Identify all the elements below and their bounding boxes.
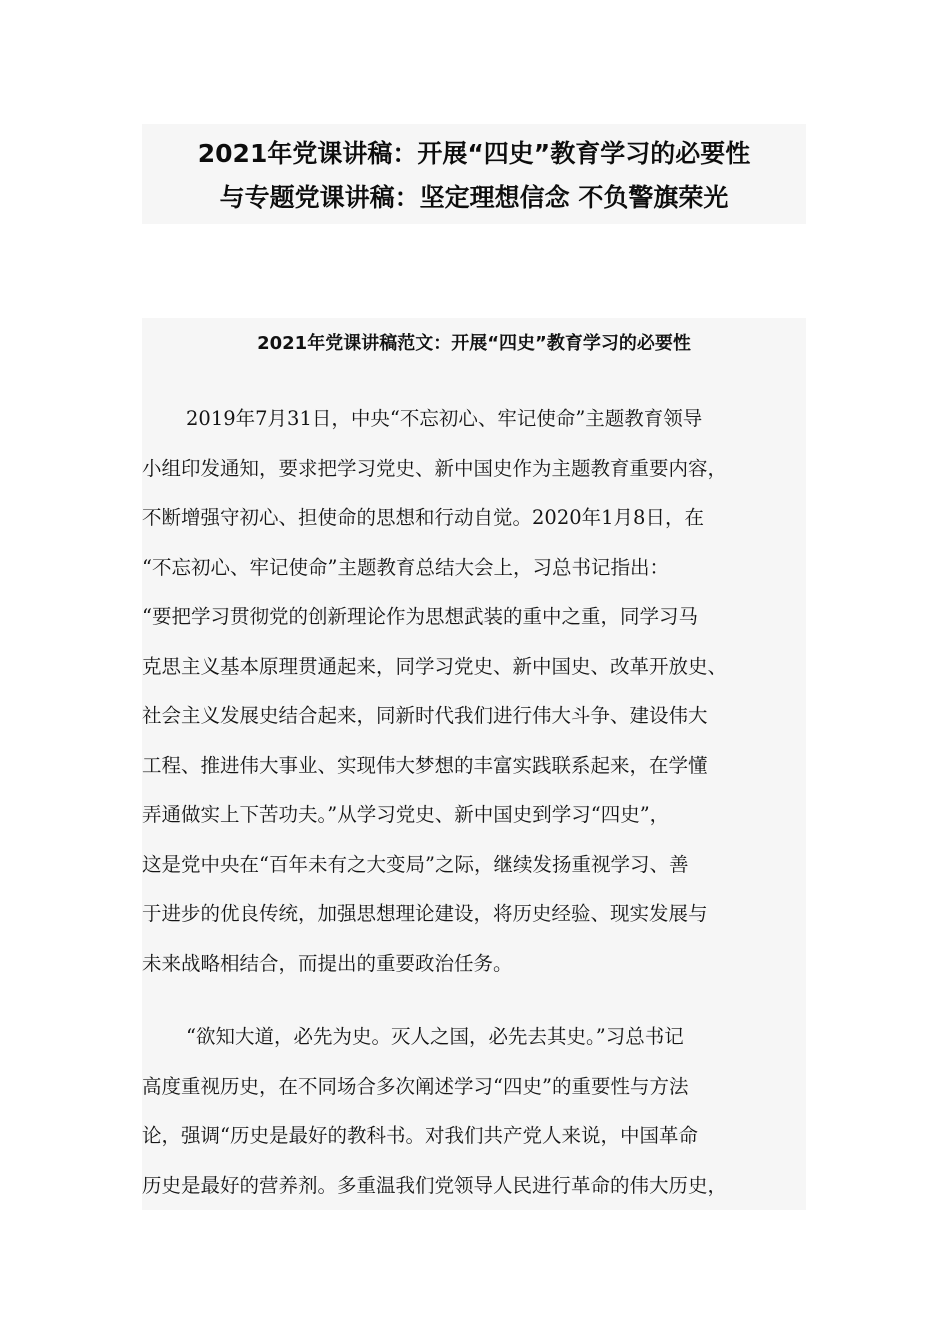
title-line-1: 2021年党课讲稿：开展“四史”教育学习的必要性	[197, 139, 751, 168]
paragraph-line: 克思主义基本原理贯通起来，同学习党史、新中国史、改革开放史、	[142, 654, 728, 678]
paragraph-line: 小组印发通知，要求把学习党史、新中国史作为主题教育重要内容，	[142, 456, 728, 480]
document-body	[142, 318, 806, 1210]
document-title	[142, 124, 806, 224]
paragraph-line: 历史是最好的营养剂。多重温我们党领导人民进行革命的伟大历史，	[142, 1173, 728, 1197]
paragraph-line: 未来战略相结合，而提出的重要政治任务。	[142, 951, 513, 975]
paragraph-line: “欲知大道，必先为史。灭人之国，必先去其史。”习总书记	[186, 1025, 684, 1048]
title-line-2: 与专题党课讲稿：坚定理想信念 不负警旗荣光	[219, 183, 729, 212]
paragraph-line: 社会主义发展史结合起来，同新时代我们进行伟大斗争、建设伟大	[142, 704, 708, 727]
paragraph-line: 不断增强守初心、担使命的思想和行动自觉。2020年1月8日，在	[142, 506, 704, 529]
section-heading: 2021年党课讲稿范文：开展“四史”教育学习的必要性	[257, 333, 691, 354]
paragraph-line: 2019年7月31日，中央“不忘初心、牢记使命”主题教育领导	[186, 407, 703, 430]
paragraph-1	[142, 394, 806, 988]
paragraph-line: 这是党中央在“百年未有之大变局”之际，继续发扬重视学习、善	[142, 852, 689, 876]
paragraph-line: “要把学习贯彻党的创新理论作为思想武装的重中之重，同学习马	[142, 605, 698, 628]
paragraph-2	[142, 1012, 806, 1210]
paragraph-line: 弄通做实上下苦功夫。”从学习党史、新中国史到学习“四史”，	[142, 803, 670, 826]
paragraph-line: 论，强调“历史是最好的教科书。对我们共产党人来说，中国革命	[142, 1124, 698, 1147]
paragraph-line: 工程、推进伟大事业、实现伟大梦想的丰富实践联系起来，在学懂	[142, 753, 708, 777]
paragraph-line: 于进步的优良传统，加强思想理论建设，将历史经验、现实发展与	[142, 902, 708, 925]
paragraph-line: “不忘初心、牢记使命”主题教育总结大会上，习总书记指出：	[142, 555, 669, 579]
paragraph-line: 高度重视历史，在不同场合多次阐述学习“四史”的重要性与方法	[142, 1074, 689, 1098]
